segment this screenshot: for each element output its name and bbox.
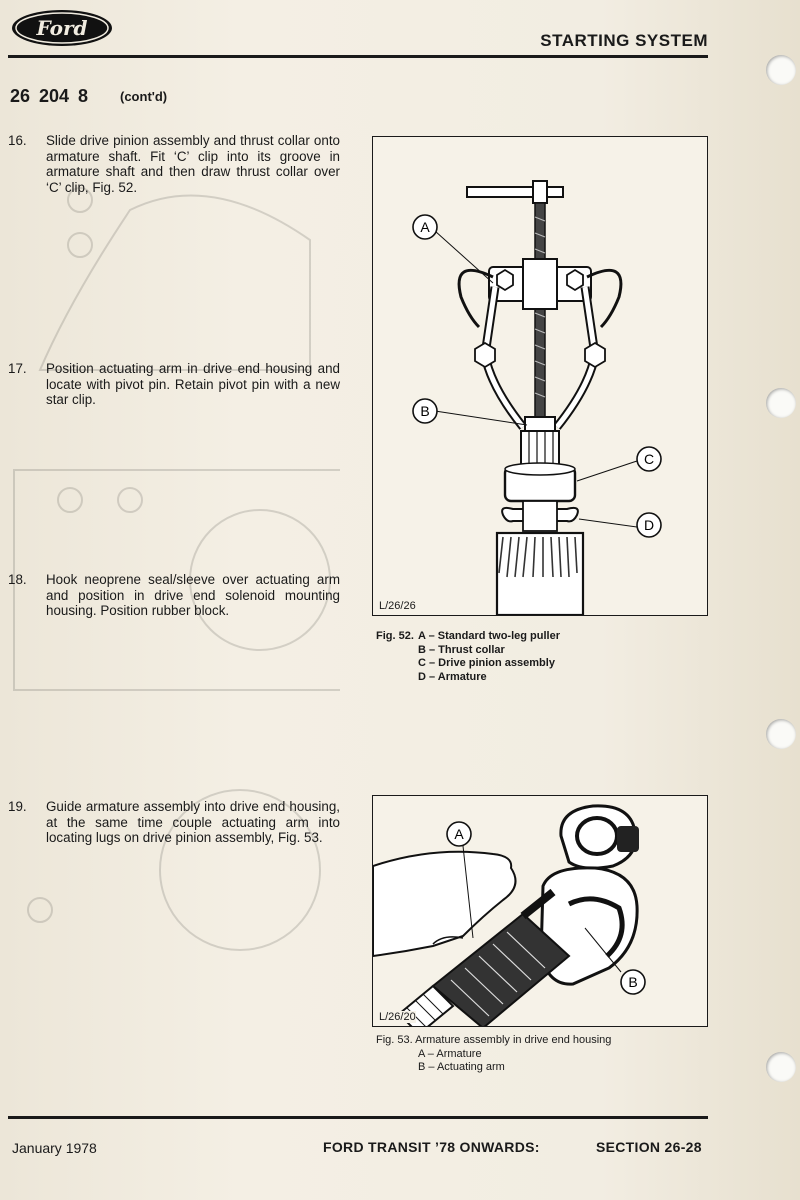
step-number: 16. bbox=[8, 133, 27, 148]
punch-hole bbox=[766, 388, 796, 418]
step-number: 17. bbox=[8, 361, 27, 376]
step-number: 18. bbox=[8, 572, 27, 587]
footer-rule bbox=[8, 1116, 708, 1119]
caption-item: D – Armature bbox=[418, 670, 487, 683]
callout-d: D bbox=[643, 517, 655, 533]
caption-item: B – Thrust collar bbox=[418, 643, 505, 656]
step-text: Hook neoprene seal/sleeve over actuating arm and position in drive end solenoid mounting housing. Position rubber block. bbox=[46, 572, 340, 619]
ford-logo bbox=[10, 8, 114, 48]
footer-date: January 1978 bbox=[12, 1140, 97, 1156]
caption-title: Fig. 53. Armature assembly in drive end housing bbox=[376, 1034, 612, 1046]
ford-logo-text: Ford bbox=[36, 16, 88, 40]
step-text: Position actuating arm in drive end housing and locate with pivot pin. Retain pivot pin with a new star clip. bbox=[46, 361, 340, 408]
punch-hole bbox=[766, 1052, 796, 1082]
caption-label: Fig. 52. bbox=[376, 630, 414, 642]
header-rule bbox=[8, 55, 708, 58]
punch-hole bbox=[766, 719, 796, 749]
callout-b: B bbox=[628, 974, 638, 990]
step-18 bbox=[8, 572, 340, 619]
callout-b: B bbox=[420, 403, 430, 419]
caption-item: C – Drive pinion assembly bbox=[418, 657, 555, 670]
caption-item: A – Standard two-leg puller bbox=[418, 630, 560, 642]
callout-a: A bbox=[420, 219, 430, 235]
caption-item: B – Actuating arm bbox=[418, 1061, 505, 1074]
figure-52 bbox=[372, 136, 708, 616]
step-text: Guide armature assembly into drive end housing, at the same time couple actuating arm into locating lugs on drive pinion assembly, Fig. 53. bbox=[46, 799, 340, 846]
step-17 bbox=[8, 361, 340, 408]
figure-53-caption bbox=[376, 1034, 611, 1075]
step-19 bbox=[8, 799, 340, 846]
step-16 bbox=[8, 133, 340, 195]
figure-52-caption bbox=[376, 630, 560, 684]
section-continued: (cont'd) bbox=[120, 89, 168, 104]
figure-53 bbox=[372, 795, 708, 1027]
step-number: 19. bbox=[8, 799, 27, 814]
page-title: STARTING SYSTEM bbox=[540, 31, 708, 50]
footer-title: FORD TRANSIT ’78 ONWARDS: bbox=[323, 1139, 540, 1155]
figure-code: L/26/26 bbox=[379, 600, 416, 612]
section-code: 26 204 8 bbox=[10, 86, 89, 106]
footer-section: SECTION 26-28 bbox=[596, 1139, 702, 1155]
figure-code: L/26/20 bbox=[379, 1011, 416, 1023]
step-text: Slide drive pinion assembly and thrust collar onto armature shaft. Fit ‘C’ clip into its groove in armature shaft and then draw thrust collar over ‘C’ clip, Fig. 52. bbox=[46, 133, 340, 195]
armature-housing-illustration bbox=[373, 796, 707, 1026]
callout-a: A bbox=[454, 826, 464, 842]
caption-item: A – Armature bbox=[418, 1047, 482, 1060]
puller-illustration bbox=[373, 137, 707, 615]
punch-hole bbox=[766, 55, 796, 85]
callout-c: C bbox=[643, 451, 655, 467]
